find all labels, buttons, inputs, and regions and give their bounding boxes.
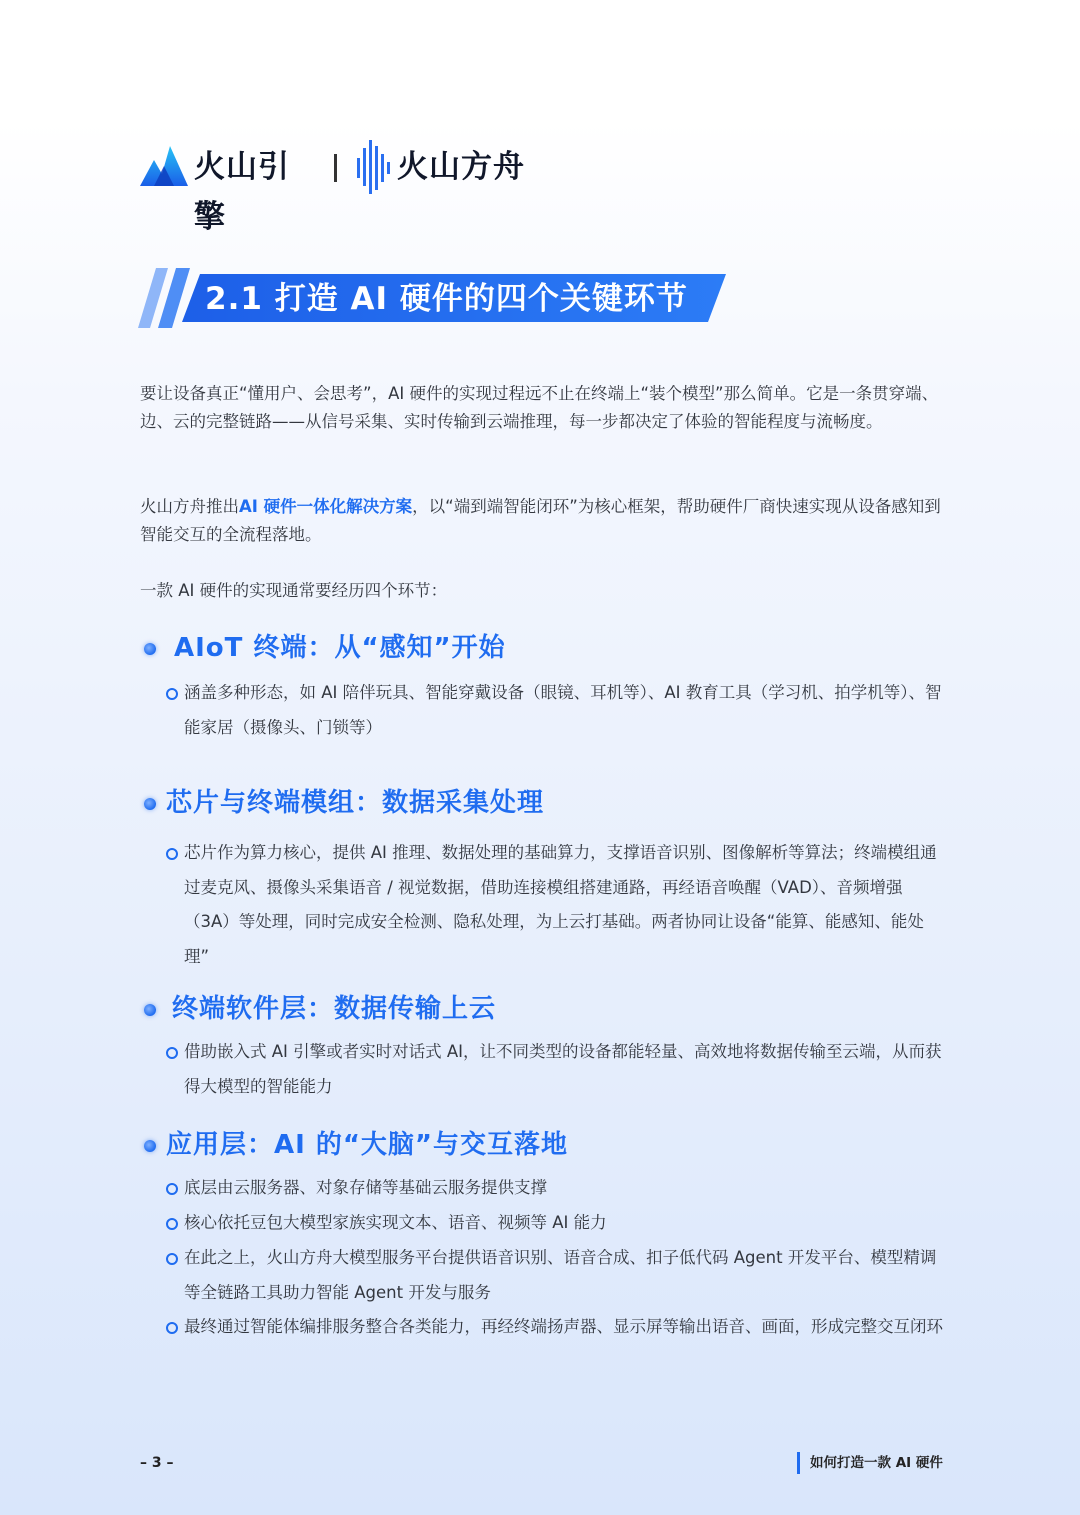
footer-doc-title: 如何打造一款 AI 硬件 — [797, 1452, 943, 1474]
intro-p2-post: ，以“端到端智能闭环”为核心框架，帮助硬件厂商快速实现从设备感知到智能交互的全流程落地。 — [140, 497, 941, 544]
stage-2-title: 芯片与终端模组：数据采集处理 — [166, 788, 545, 818]
list-ring-icon — [166, 1183, 178, 1195]
stage-4-bullet-2: 核心依托豆包大模型家族实现文本、语音、视频等 AI 能力 — [184, 1213, 607, 1232]
stage-4-bullet-3: 在此之上，火山方舟大模型服务平台提供语音识别、语音合成、扣子低代码 Agent 开发平台、模型精调等全链路工具助力智能 Agent 开发与服务 — [184, 1248, 937, 1302]
stage-1-title: AIoT 终端：从“感知”开始 — [174, 633, 506, 663]
list-ring-icon — [166, 688, 178, 700]
intro-p2-pre: 火山方舟推出 — [140, 497, 239, 516]
stage-bullet-dot — [144, 1140, 156, 1152]
volcano-mountain-icon — [140, 142, 190, 188]
intro-paragraph-2 — [140, 493, 945, 549]
logo-secondary-text: 火山方舟 — [397, 149, 525, 185]
stage-bullet-dot — [144, 643, 156, 655]
list-ring-icon — [166, 1322, 178, 1334]
list-ring-icon — [166, 848, 178, 860]
page-number: – 3 – — [140, 1455, 174, 1471]
volcano-engine-logo — [140, 142, 320, 235]
section-title: 2.1 打造 AI 硬件的四个关键环节 — [205, 281, 688, 317]
volcano-ark-logo — [355, 140, 525, 194]
stage-3-bullet-1: 借助嵌入式 AI 引擎或者实时对话式 AI，让不同类型的设备都能轻量、高效地将数据传输至云端，从而获得大模型的智能能力 — [184, 1042, 942, 1096]
intro-paragraph-3: 一款 AI 硬件的实现通常要经历四个环节： — [140, 581, 448, 600]
logo-separator — [334, 154, 337, 182]
stage-bullet-dot — [144, 798, 156, 810]
list-ring-icon — [166, 1047, 178, 1059]
sound-wave-icon — [355, 140, 391, 194]
stage-bullet-dot — [144, 1004, 156, 1016]
stage-1-bullet-1: 涵盖多种形态，如 AI 陪伴玩具、智能穿戴设备（眼镜、耳机等）、AI 教育工具（学习机、拍学机等）、智能家居（摄像头、门锁等） — [184, 683, 942, 737]
stage-4-title: 应用层：AI 的“大脑”与交互落地 — [166, 1130, 569, 1160]
stage-4-bullet-4: 最终通过智能体编排服务整合各类能力，再经终端扬声器、显示屏等输出语音、画面，形成完整交互闭环 — [184, 1317, 943, 1336]
intro-paragraph-1: 要让设备真正“懂用户、会思考”，AI 硬件的实现过程远不止在终端上“装个模型”那么简单。它是一条贯穿端、边、云的完整链路——从信号采集、实时传输到云端推理，每一步都决定了体验的智能程度与流畅度。 — [140, 384, 939, 431]
solution-highlight: AI 硬件一体化解决方案 — [239, 497, 413, 516]
list-ring-icon — [166, 1253, 178, 1265]
stage-2-bullet-1: 芯片作为算力核心，提供 AI 推理、数据处理的基础算力，支撑语音识别、图像解析等算法；终端模组通过麦克风、摄像头采集语音 / 视觉数据，借助连接模组搭建通路，再经语音唤醒（VAD）、音频增强（3A）等处理，同时完成安全检测、隐私处理，为上云打基础。两者协同让设备“能算、能感知、能处理” — [184, 843, 937, 966]
logo-primary-text: 火山引擎 — [194, 149, 290, 235]
list-ring-icon — [166, 1218, 178, 1230]
stage-4-bullet-1: 底层由云服务器、对象存储等基础云服务提供支撑 — [184, 1178, 547, 1197]
stage-3-title: 终端软件层：数据传输上云 — [172, 994, 497, 1024]
